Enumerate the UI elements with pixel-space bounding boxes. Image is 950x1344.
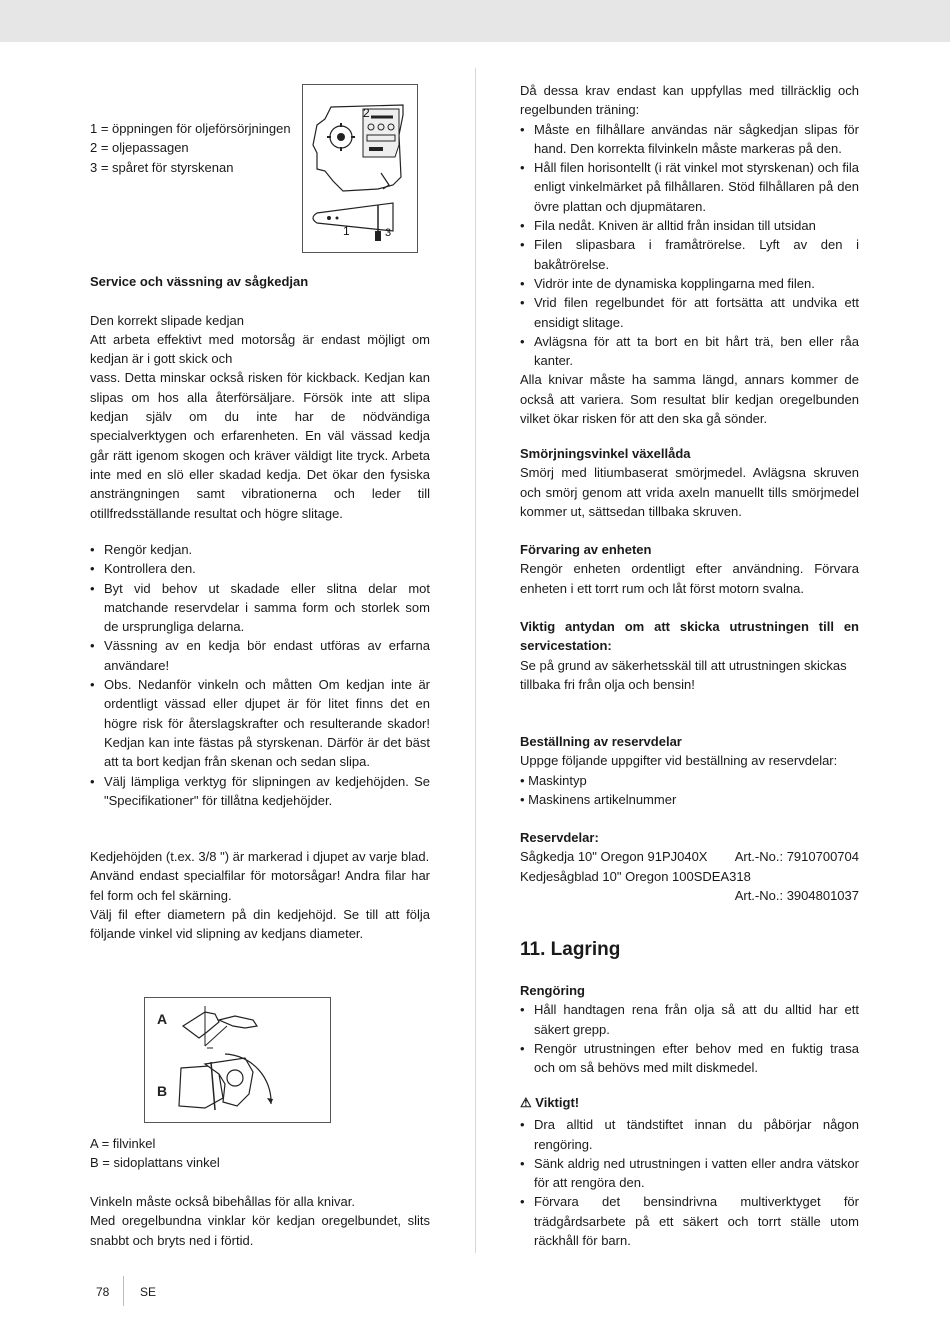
list-item: • Måste en filhållare användas när sågkedjan slipas för hand. Den korrekta filvinkeln måste markeras på den. — [520, 120, 859, 159]
storage-chapter — [520, 938, 859, 962]
paragraph: Smörj med litiumbaserat smörjmedel. Avlägsna skruven och smörj genom att vrida axeln manuellt tills smörjmedel kommer ut, sättsedan tillbaka skruven. — [520, 465, 859, 519]
order-item-text: Maskinens artikelnummer — [528, 791, 677, 807]
list-item: • Rengör utrustningen efter behov med en fuktig trasa och om så behövs med milt diskmedel. — [520, 1039, 859, 1078]
paragraph: Rengör enheten ordentligt efter användning. Förvara enheten i ett torrt rum och låt först motorn svalna. — [520, 561, 859, 596]
warning-title: Viktigt! — [535, 1095, 580, 1110]
section-title: Förvaring av enheten — [520, 542, 652, 557]
paragraph: Uppge följande uppgifter vid beställning av reservdelar: — [520, 753, 838, 769]
label-2: 2 — [363, 106, 370, 120]
part-art: Art.-No.: 3904801037 — [734, 887, 859, 903]
section-title: Rengöring — [520, 983, 585, 998]
list-item: • Filen slipasbara i framåtrörelse. Lyft av den i bakåtrörelse. — [520, 235, 859, 274]
legend-item: A = filvinkel — [90, 1136, 156, 1151]
service-section — [90, 272, 430, 523]
page-footer — [96, 1284, 157, 1300]
list-item: • Håll filen horisontellt (i rät vinkel mot styrskenan) och fila enligt vinkelmärket på filhållaren. Stöd filhållaren på den övre plattan och djupmätaren. — [520, 158, 859, 216]
list-item: • Byt vid behov ut skadade eller slitna delar mot matchande reservdelar i samma form och storlek som de ursprungliga delarna. — [90, 579, 430, 637]
service-bullets — [90, 540, 430, 810]
sharpening-rules — [520, 81, 859, 428]
warning-section — [520, 1093, 859, 1250]
list-item: • Vrid filen regelbundet för att fortsätta att undvika ett ensidigt slitage. — [520, 293, 859, 332]
legend-item: B = sidoplattans vinkel — [90, 1155, 220, 1171]
list-item: • Avlägsna för att ta bort en bit hårt trä, ben eller råa kanter. — [520, 332, 859, 371]
list-item: • Sänk aldrig ned utrustningen i vatten eller andra vätskor för att rengöra den. — [520, 1154, 859, 1193]
spare-parts-section — [520, 828, 859, 905]
part-name: Sågkedja 10" Oregon 91PJ040X — [520, 849, 708, 865]
spare-order-section — [520, 732, 859, 809]
paragraph: Med oregelbundna vinklar kör kedjan oregelbundet, slits snabbt och bryts ned i förtid. — [90, 1213, 430, 1248]
list-item: • Dra alltid ut tändstiftet innan du påbörjar någon rengöring. — [520, 1115, 859, 1154]
list-item: • Kontrollera den. — [90, 559, 430, 578]
chain-pitch-text — [90, 847, 430, 943]
legend-item: 2 = oljepassagen — [90, 140, 189, 156]
file-angle-figure — [144, 997, 331, 1123]
label-3: 3 — [385, 227, 392, 239]
column-divider — [475, 68, 476, 1253]
file-angle-diagram — [145, 998, 330, 1122]
paragraph: vass. Detta minskar också risken för kickback. Kedjan kan slipas om hos alla återförsäljare. Försök inte att slipa kedjan själv om du inte har de nödvändiga specialverktygen och erfarenheten. En väl vässad kedja går rätt igenom skogen och kräver väldigt lite tryck. Arbeta inte med en slö eller skadad kedja. Det ökar den fysiska ansträngningen samt vibrationerna och leder till otillfredsställande resultat och högre slitage. — [90, 370, 430, 521]
footer-separator — [123, 1276, 124, 1306]
service-station-section — [520, 617, 859, 694]
paragraph: Att arbeta effektivt med motorsåg är endast möjligt om kedjan är i gott skick och — [90, 331, 430, 367]
list-item: • Håll handtagen rena från olja så att du alltid har ett säkert grepp. — [520, 1000, 859, 1039]
label-b: B — [157, 1083, 168, 1099]
list-item: • Obs. Nedanför vinkeln och måtten Om kedjan inte är ordentligt vässad eller djupet är för litet finns det en högre risk för återslagskrafter och resulterande skador! Kedjan kan inte fästas på styrskenan. Därför är det bäst att ta bort kedjan från skenan och sedan slipa. — [90, 675, 430, 771]
part-name: Kedjesågblad 10" Oregon 100SDEA318 — [520, 868, 751, 884]
order-item-text: Maskintyp — [528, 772, 587, 788]
paragraph: Använd endast specialfilar för motorsågar! Andra filar har fel form och fel skärning. — [90, 868, 430, 903]
oil-outlet-figure — [302, 84, 418, 253]
page-number: 78 — [96, 1285, 110, 1299]
storage-section — [520, 540, 859, 598]
closing-text — [90, 1192, 430, 1250]
figure2-legend — [90, 1134, 430, 1173]
list-item: • Förvara det bensindrivna multiverktyget för trädgårdsarbete på ett säkert och torrt ställe utom räckhåll för barn. — [520, 1192, 859, 1250]
cleaning-section — [520, 981, 859, 1077]
section-title: Viktig antydan om att skicka utrustningen till en servicestation: — [520, 619, 859, 654]
label-a: A — [157, 1011, 168, 1027]
section-title: Beställning av reservdelar — [520, 734, 682, 749]
warning-heading — [520, 1093, 859, 1112]
list-item: • Fila nedåt. Kniven är alltid från insidan till utsidan — [520, 216, 859, 235]
part-art: Art.-No.: 7910700704 — [734, 849, 859, 865]
paragraph: Vinkeln måste också bibehållas för alla knivar. — [90, 1194, 355, 1209]
top-bar — [0, 0, 950, 42]
paragraph: Välj fil efter diametern på din kedjehöjd. Se till att följa följande vinkel vid slipning av kedjans diameter. — [90, 906, 430, 942]
section-title: Smörjningsvinkel växellåda — [520, 446, 691, 461]
order-item: • Maskinens artikelnummer — [520, 791, 677, 807]
list-item: • Rengör kedjan. — [90, 540, 430, 559]
paragraph: Då dessa krav endast kan uppfyllas med tillräcklig och regelbunden träning: — [520, 83, 859, 118]
warning-triangle-icon: ⚠ — [520, 1095, 532, 1110]
order-item: • Maskintyp — [520, 772, 587, 788]
legend-item: 3 = spåret för styrskenan — [90, 159, 234, 175]
label-1: 1 — [343, 224, 350, 238]
section-title: Service och vässning av sågkedjan — [90, 274, 309, 289]
paragraph: Alla knivar måste ha samma längd, annars kommer de också att variera. Som resultat blir kedjan oregelbunden vilket ökar risken för att den ska gå sönder. — [520, 372, 859, 427]
lubrication-section — [520, 444, 859, 521]
list-item: • Vässning av en kedja bör endast utföras av erfarna användare! — [90, 636, 430, 675]
section-title: Reservdelar: — [520, 830, 599, 845]
paragraph: Se på grund av säkerhetsskäl till att utrustningen skickas tillbaka fri från olja och bensin! — [520, 657, 847, 692]
chapter-heading: 11. Lagring — [520, 939, 621, 960]
oil-outlet-diagram — [303, 85, 417, 252]
language-code: SE — [140, 1285, 157, 1299]
paragraph: Kedjehöjden (t.ex. 3/8 ") är markerad i djupet av varje blad. — [90, 849, 430, 864]
paragraph: Den korrekt slipade kedjan — [90, 312, 244, 328]
list-item: • Välj lämpliga verktyg för slipningen av kedjehöjden. Se "Specifikationer" för tillåtna kedjehöjder. — [90, 772, 430, 811]
legend-item: 1 = öppningen för oljeförsörjningen — [90, 121, 291, 136]
list-item: • Vidrör inte de dynamiska kopplingarna med filen. — [520, 274, 859, 293]
part-row — [520, 847, 859, 866]
